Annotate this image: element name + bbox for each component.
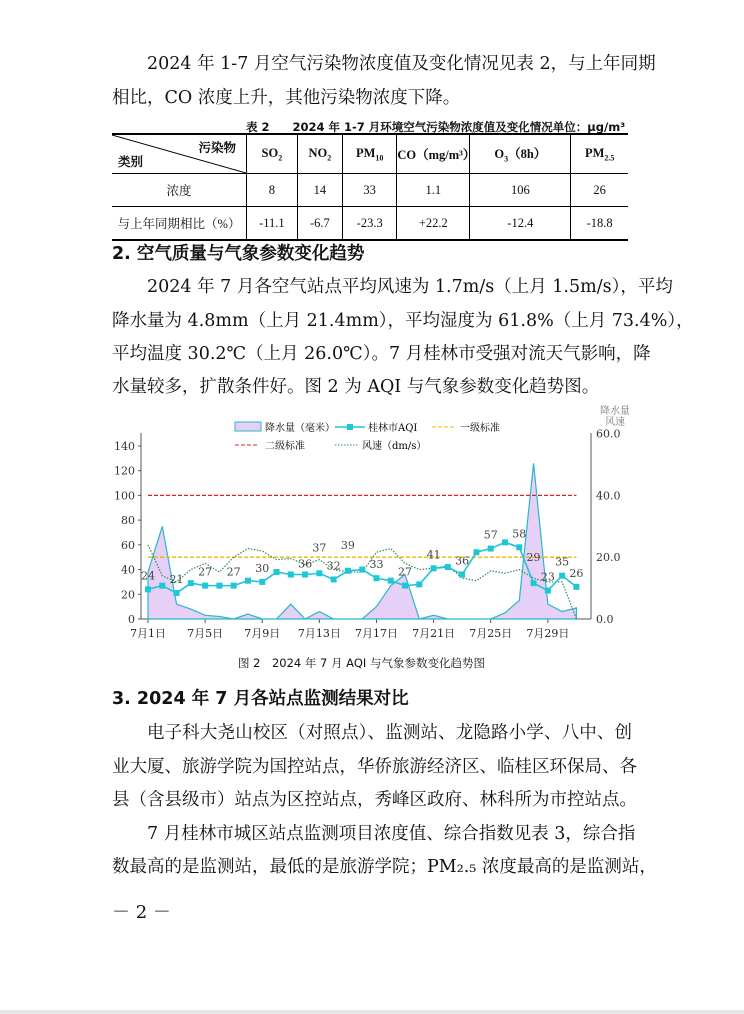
aqi-point — [516, 544, 522, 550]
col-header: $PM_{10}$ — [343, 134, 397, 174]
aqi-point — [473, 549, 479, 555]
paragraph-line: 数最高的是监测站，最低的是旅游学院；PM₂.₅ 浓度最高的是监测站， — [112, 857, 657, 877]
cell: -6.7 — [297, 207, 342, 241]
x-tick-label: 7月29日 — [526, 627, 570, 640]
aqi-data-label: 24 — [141, 569, 155, 583]
page-edge — [0, 1010, 744, 1014]
x-tick-label: 7月1日 — [130, 627, 166, 640]
aqi-point — [302, 572, 308, 578]
x-tick-label: 7月9日 — [244, 627, 281, 640]
aqi-data-label: 30 — [255, 561, 270, 575]
aqi-point — [231, 583, 237, 589]
y2-tick-label: 0.0 — [596, 613, 614, 626]
aqi-point — [531, 580, 537, 586]
paragraph-line: 降水量为 4.8mm（上月 21.4mm），平均湿度为 61.8%（上月 73.4%）， — [112, 311, 694, 331]
legend-rain-swatch — [235, 422, 261, 431]
aqi-point — [216, 583, 222, 589]
paragraph-line: 平均温度 30.2℃（上月 26.0℃）。7 月桂林市受强对流天气影响，降 — [112, 344, 651, 364]
aqi-point — [202, 583, 208, 589]
aqi-point — [388, 578, 394, 584]
table-row — [112, 174, 628, 207]
rain-area — [148, 463, 576, 619]
row-label: 浓度 — [112, 174, 247, 207]
x-tick-label: 7月17日 — [354, 627, 398, 640]
aqi-point — [331, 576, 337, 582]
aqi-data-label: 36 — [298, 557, 313, 571]
aqi-point — [488, 546, 494, 552]
paragraph-line: 水量较多，扩散条件好。图 2 为 AQI 与气象参数变化趋势图。 — [112, 377, 600, 397]
aqi-point — [445, 564, 451, 570]
aqi-data-label: 26 — [569, 566, 584, 580]
pollutant-table — [112, 133, 628, 241]
aqi-point — [145, 586, 151, 592]
col-header: $NO_2$ — [297, 134, 342, 174]
aqi-point — [159, 583, 165, 589]
aqi-point — [502, 539, 508, 545]
legend-grade2: 二级标准 — [265, 441, 305, 452]
figure-caption: 图 2 2024 年 7 月 AQI 与气象参数变化趋势图 — [238, 656, 485, 670]
corner-bottom: 类别 — [118, 155, 144, 169]
cell: -18.8 — [571, 207, 628, 241]
aqi-data-label: 58 — [512, 527, 527, 541]
aqi-data-label: 29 — [526, 551, 541, 565]
cell: -23.3 — [343, 207, 397, 241]
col-header: $SO_2$ — [247, 134, 298, 174]
right-axis-label: 风速 — [605, 417, 625, 428]
aqi-point — [402, 583, 408, 589]
aqi-data-label: 27 — [398, 565, 413, 579]
aqi-point — [245, 578, 251, 584]
aqi-data-label: 36 — [455, 554, 470, 568]
aqi-data-label: 39 — [340, 538, 355, 552]
aqi-data-label: 21 — [169, 573, 184, 587]
aqi-data-label: 35 — [555, 555, 570, 569]
col-header: $O_3(8h)$ — [470, 134, 571, 174]
x-tick-label: 7月13日 — [297, 627, 341, 640]
aqi-data-label: 23 — [540, 570, 555, 584]
legend-aqi: 桂林市AQI — [368, 423, 418, 434]
paragraph-line: 相比，CO 浓度上升，其他污染物浓度下降。 — [112, 88, 461, 108]
paragraph-line: 业大厦、旅游学院为国控站点，华侨旅游经济区、临桂区环保局、各 — [112, 757, 637, 777]
paragraph-line: 7 月桂林市城区站点监测项目浓度值、综合指数见表 3，综合指 — [147, 824, 636, 844]
aqi-point — [559, 573, 565, 579]
cell: -11.1 — [247, 207, 298, 241]
aqi-point — [573, 584, 579, 590]
y-tick-label: 120 — [114, 464, 135, 478]
section-heading: 3. 2024 年 7 月各站点监测结果对比 — [112, 689, 409, 709]
aqi-point — [416, 581, 422, 587]
cell: +22.2 — [397, 207, 470, 241]
aqi-weather-chart — [110, 405, 640, 655]
y-tick-label: 0 — [128, 613, 135, 626]
col-header: CO（mg/m³） — [397, 134, 470, 174]
x-tick-label: 7月25日 — [469, 627, 513, 640]
aqi-point — [359, 567, 365, 573]
row-label: 与上年同期相比（%） — [112, 207, 247, 241]
aqi-point — [459, 572, 465, 578]
y-tick-label: 40 — [121, 563, 135, 577]
aqi-data-label: 37 — [312, 541, 327, 555]
aqi-data-label: 57 — [483, 528, 498, 542]
aqi-point — [431, 565, 437, 571]
cell: 1.1 — [397, 174, 470, 207]
aqi-data-label: 27 — [198, 565, 213, 579]
y-tick-label: 140 — [114, 439, 135, 453]
table-caption: 表 2 2024 年 1-7 月环境空气污染物浓度值及变化情况单位：μg/m³ — [246, 120, 626, 134]
corner-top: 污染物 — [198, 141, 236, 155]
y-tick-label: 60 — [121, 538, 135, 552]
aqi-point — [259, 579, 265, 585]
legend-grade1: 一级标准 — [460, 423, 500, 434]
aqi-data-label: 27 — [226, 565, 241, 579]
aqi-data-label: 33 — [369, 558, 384, 572]
cell: 106 — [470, 174, 571, 207]
legend-wind: 风速（dm/s） — [362, 441, 427, 452]
paragraph-line: 县（含县级市）站点为区控站点，秀峰区政府、林科所为市控站点。 — [112, 790, 637, 810]
aqi-point — [288, 572, 294, 578]
paragraph-line: 2024 年 7 月各空气站点平均风速为 1.7m/s（上月 1.5m/s），平均 — [147, 277, 673, 297]
legend-rain: 降水量（毫米） — [265, 423, 335, 434]
x-tick-label: 7月5日 — [187, 627, 224, 640]
y2-tick-label: 60.0 — [596, 427, 621, 441]
paragraph-line: 电子科大尧山校区（对照点）、监测站、龙隐路小学、八中、创 — [147, 723, 632, 743]
y2-tick-label: 40.0 — [596, 489, 621, 503]
y-tick-label: 20 — [121, 588, 135, 602]
section-heading: 2. 空气质量与气象参数变化趋势 — [112, 244, 365, 264]
page-number: － 2 － — [112, 902, 171, 923]
aqi-data-label: 32 — [326, 559, 341, 573]
aqi-point — [373, 575, 379, 581]
y2-tick-label: 20.0 — [596, 551, 621, 565]
aqi-point — [316, 570, 322, 576]
y-tick-label: 100 — [114, 489, 135, 503]
aqi-point — [174, 590, 180, 596]
cell: 14 — [297, 174, 342, 207]
x-tick-label: 7月21日 — [412, 627, 456, 640]
cell: 26 — [571, 174, 628, 207]
aqi-point — [545, 588, 551, 594]
aqi-point — [274, 569, 280, 575]
legend-aqi-marker — [347, 424, 353, 430]
table-row — [112, 207, 628, 241]
aqi-data-label: 41 — [426, 548, 441, 562]
col-header: $PM_{2.5}$ — [571, 134, 628, 174]
cell: -12.4 — [470, 207, 571, 241]
cell: 33 — [343, 174, 397, 207]
paragraph-line: 2024 年 1-7 月空气污染物浓度值及变化情况见表 2，与上年同期 — [147, 54, 656, 74]
right-axis-label: 降水量 — [600, 406, 630, 417]
table-corner — [112, 134, 247, 174]
aqi-point — [345, 568, 351, 574]
y-tick-label: 80 — [121, 514, 135, 528]
aqi-point — [188, 580, 194, 586]
cell: 8 — [247, 174, 298, 207]
